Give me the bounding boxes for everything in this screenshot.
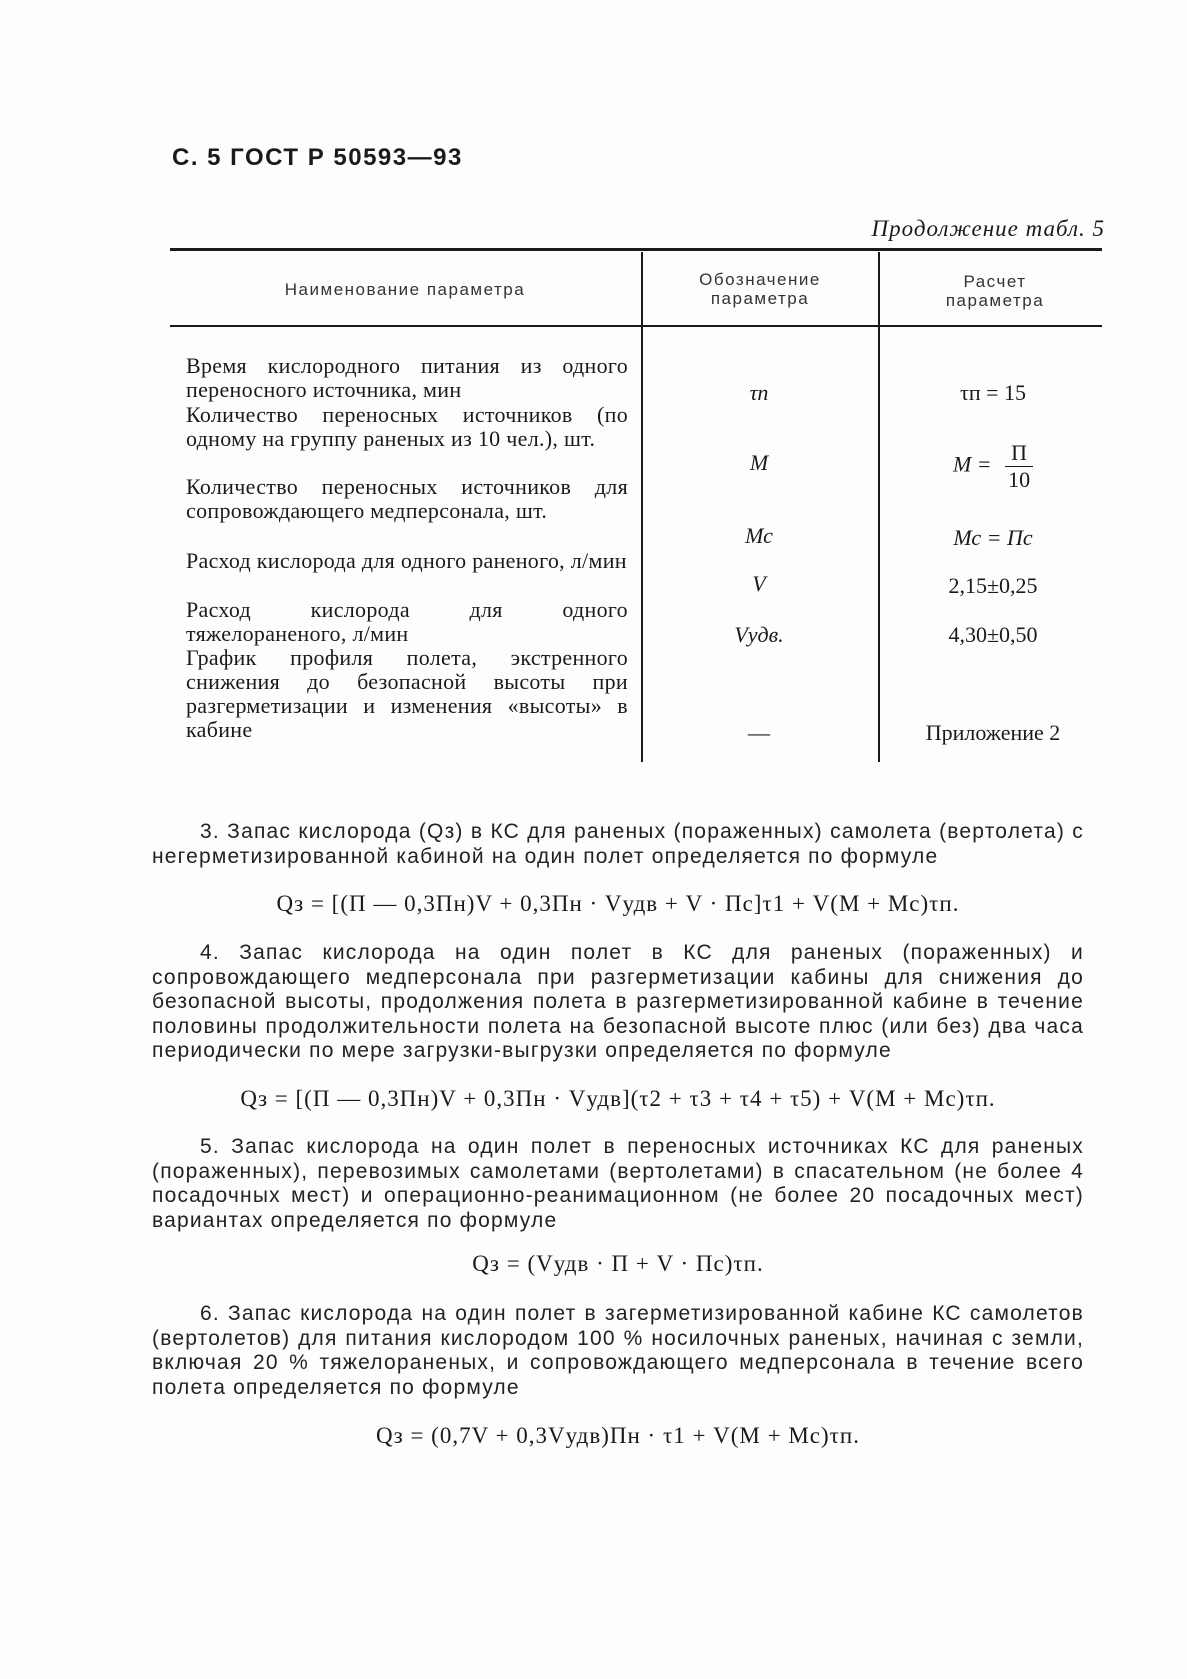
row-symbol: — bbox=[748, 720, 770, 745]
fraction bbox=[1005, 440, 1033, 493]
paragraph-text: 3. Запас кислорода (Qз) в КС для раненых (пораженных) самолета (вертолета) с негерметизированной кабиной на один полет определяется по формуле bbox=[152, 820, 1084, 868]
paragraph-3 bbox=[152, 820, 1084, 869]
header-symbol: Обозначение параметра bbox=[699, 270, 821, 308]
row-name: Расход кислорода для одного раненого, л/мин bbox=[186, 548, 627, 573]
row-name: График профиля полета, экстренного снижения до безопасной высоты при разгерметизации и изменения «высоты» в кабине bbox=[186, 645, 628, 742]
row-name: Количество переносных источников для сопровождающего медперсонала, шт. bbox=[186, 474, 628, 523]
header-calc: Расчет параметра bbox=[945, 272, 1045, 310]
row-symbol: М bbox=[749, 450, 769, 475]
paragraph-6 bbox=[152, 1302, 1084, 1400]
table-top-rule bbox=[170, 248, 1102, 251]
formula-3: Qз = [(П — 0,3Пн)V + 0,3Пн · Vудв + V · Пс]τ1 + V(М + Мс)τп. bbox=[276, 891, 960, 916]
row-symbol: Vудв. bbox=[734, 622, 784, 647]
calc-lhs: М = bbox=[952, 451, 992, 477]
row-symbol: V bbox=[752, 571, 766, 596]
row-calc: Приложение 2 bbox=[925, 720, 1061, 745]
row-calc: 4,30±0,50 bbox=[948, 622, 1038, 647]
row-calc: Мс = Пс bbox=[953, 525, 1033, 550]
row-name: Количество переносных источников (по одному на группу раненых из 10 чел.), шт. bbox=[186, 402, 628, 451]
formula-5: Qз = (Vудв · П + V · Пс)τп. bbox=[472, 1251, 764, 1276]
formula-4: Qз = [(П — 0,3Пн)V + 0,3Пн · Vудв](τ2 + τ3 + τ4 + τ5) + V(М + Мс)τп. bbox=[240, 1086, 996, 1111]
table-header-rule bbox=[170, 325, 1102, 327]
page-header: С. 5 ГОСТ Р 50593—93 bbox=[172, 144, 463, 171]
table-column-divider bbox=[878, 252, 880, 762]
table-column-divider bbox=[641, 252, 643, 762]
fraction-numerator: П bbox=[1005, 440, 1033, 467]
row-name: Расход кислорода для одного тяжелораненого, л/мин bbox=[186, 597, 628, 646]
paragraph-4 bbox=[152, 941, 1084, 1064]
paragraph-text: 6. Запас кислорода на один полет в загерметизированной кабине КС самолетов (вертолетов) для питания кислородом 100 % носилочных раненых, начиная с земли, включая 20 % тяжелораненых, и сопровождающего медперсонала в течение всего полета определяется по формуле bbox=[152, 1302, 1084, 1399]
paragraph-text: 5. Запас кислорода на один полет в переносных источниках КС для раненых (пораженных), перевозимых самолетами (вертолетами) в спасательном (не более 4 посадочных мест) и операционно-реанимационном (не более 20 посадочных мест) вариантах определяется по формуле bbox=[152, 1135, 1084, 1232]
table-caption: Продолжение табл. 5 bbox=[871, 216, 1105, 241]
formula-6: Qз = (0,7V + 0,3Vудв)Пн · τ1 + V(М + Мс)τп. bbox=[376, 1423, 860, 1448]
row-symbol: τп bbox=[749, 380, 769, 405]
row-calc-fraction bbox=[880, 440, 1106, 493]
paragraph-text: 4. Запас кислорода на один полет в КС для раненых (пораженных) и сопровождающего медперсонала при разгерметизации кабины для снижения до безопасной высоты, продолжения полета в разгерметизированной кабине в течение половины продолжительности полета на безопасной высоте плюс (или без) два часа периодически по мере загрузки-выгрузки определяется по формуле bbox=[152, 941, 1084, 1062]
row-name: Время кислородного питания из одного переносного источника, мин bbox=[186, 353, 628, 402]
row-calc: 2,15±0,25 bbox=[948, 573, 1038, 598]
header-name: Наименование параметра bbox=[284, 280, 526, 299]
row-calc: τп = 15 bbox=[959, 380, 1027, 405]
paragraph-5 bbox=[152, 1135, 1084, 1233]
fraction-denominator: 10 bbox=[1008, 467, 1031, 492]
row-symbol: Мс bbox=[745, 523, 773, 548]
